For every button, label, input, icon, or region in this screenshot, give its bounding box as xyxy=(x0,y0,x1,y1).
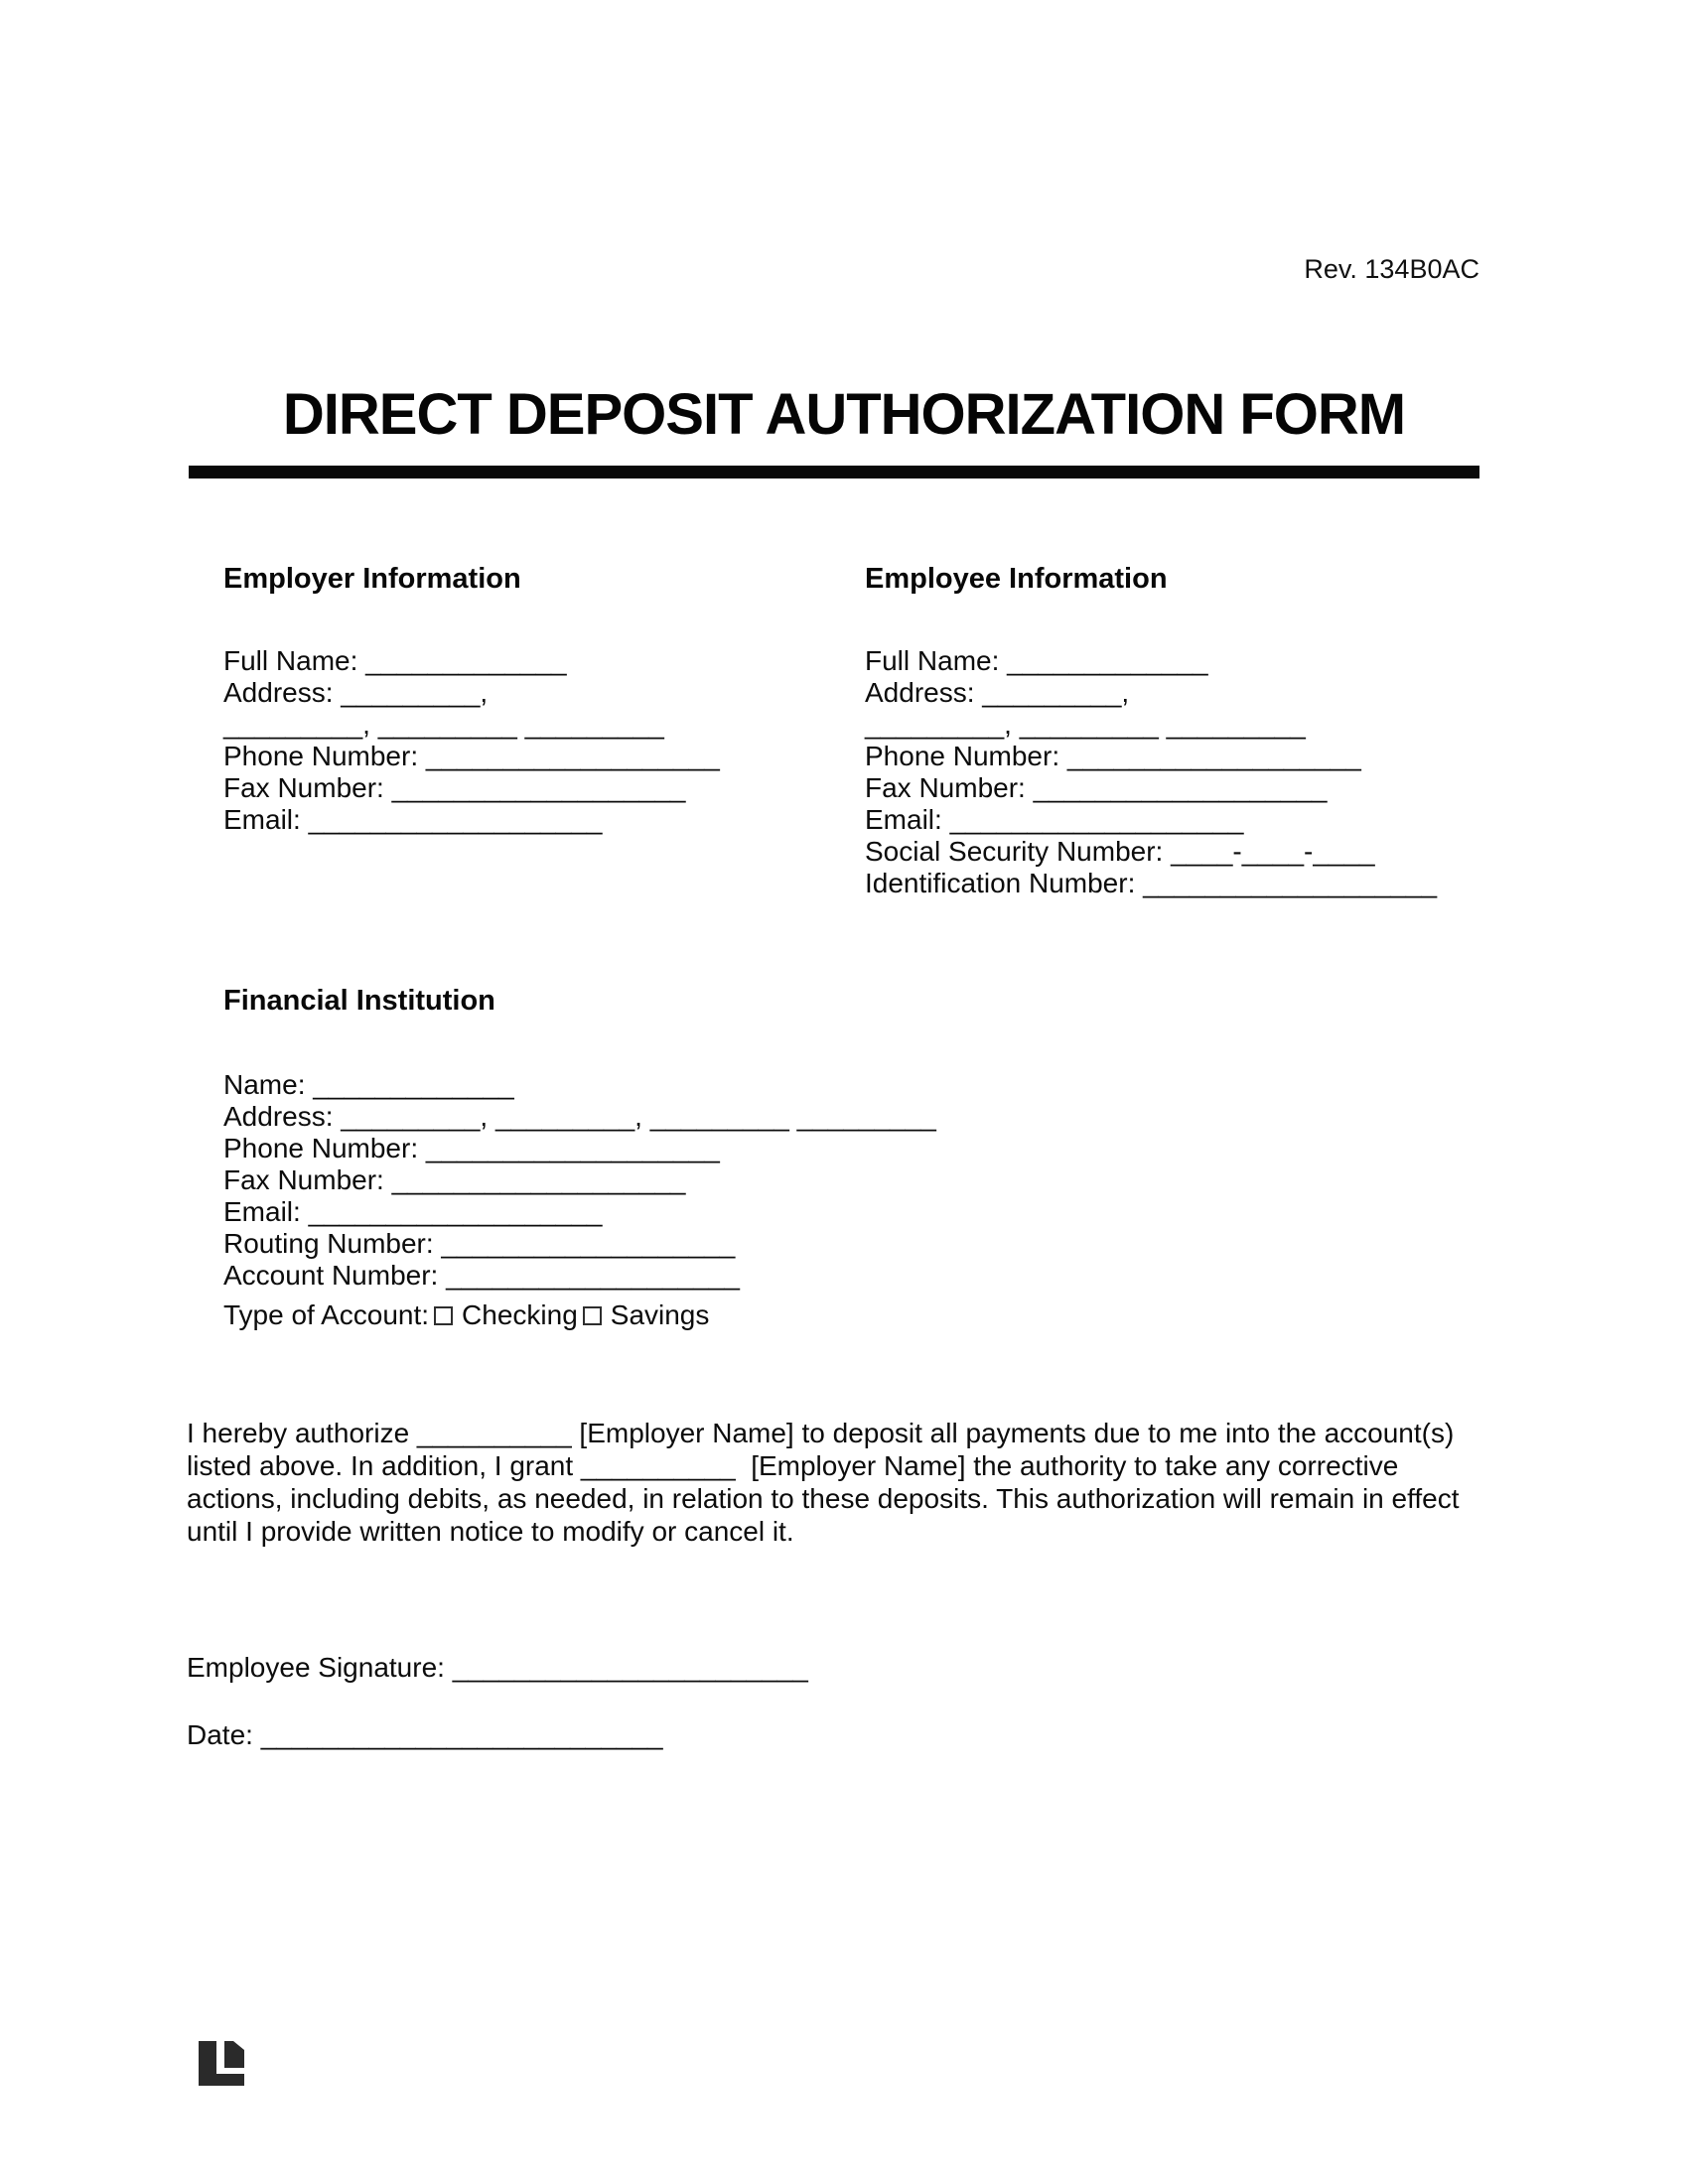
legal-templates-logo xyxy=(199,2041,244,2086)
authorization-line: until I provide written notice to modify or cancel it. xyxy=(187,1516,794,1547)
bank-name-field: Name: _____________ xyxy=(223,1069,514,1100)
legal-templates-logo-icon xyxy=(199,2041,244,2086)
employer-fields xyxy=(223,645,839,836)
authorization-paragraph xyxy=(187,1417,1460,1548)
employer-address-field: Address: _________, xyxy=(223,677,489,708)
checking-checkbox[interactable] xyxy=(434,1306,453,1325)
employee-fax-field: Fax Number: ___________________ xyxy=(865,772,1328,803)
authorization-line: actions, including debits, as needed, in relation to these deposits. This authorization will remain in effect xyxy=(187,1483,1460,1514)
employer-full-name-field: Full Name: _____________ xyxy=(223,645,567,676)
employer-address-continued-field: _________, _________ _________ xyxy=(223,709,664,740)
account-number-field: Account Number: ___________________ xyxy=(223,1260,740,1291)
checking-label: Checking xyxy=(462,1299,578,1330)
bank-fax-field: Fax Number: ___________________ xyxy=(223,1164,686,1195)
employee-fields xyxy=(865,645,1500,899)
savings-label: Savings xyxy=(610,1299,710,1330)
employee-id-number-field: Identification Number: ___________________ xyxy=(865,868,1438,898)
employer-email-field: Email: ___________________ xyxy=(223,804,603,835)
employee-full-name-field: Full Name: _____________ xyxy=(865,645,1208,676)
title-divider xyxy=(189,466,1479,478)
account-type-row xyxy=(223,1298,1316,1331)
bank-email-field: Email: ___________________ xyxy=(223,1196,603,1227)
employee-address-field: Address: _________, xyxy=(865,677,1130,708)
savings-checkbox[interactable] xyxy=(583,1306,602,1325)
authorization-line: I hereby authorize __________ [Employer Name] to deposit all payments due to me into the account(s) xyxy=(187,1418,1455,1448)
employee-phone-field: Phone Number: ___________________ xyxy=(865,741,1361,771)
routing-number-field: Routing Number: ___________________ xyxy=(223,1228,736,1259)
employer-fax-field: Fax Number: ___________________ xyxy=(223,772,686,803)
signature-date-field: Date: __________________________ xyxy=(187,1719,663,1750)
employee-section-heading: Employee Information xyxy=(865,563,1168,595)
employer-information-section xyxy=(223,562,839,836)
employee-email-field: Email: ___________________ xyxy=(865,804,1244,835)
employee-address-continued-field: _________, _________ _________ xyxy=(865,709,1306,740)
authorization-line: listed above. In addition, I grant __________ [Employer Name] the authority to take any corrective xyxy=(187,1450,1399,1481)
bank-phone-field: Phone Number: ___________________ xyxy=(223,1133,720,1163)
employee-ssn-field: Social Security Number: ____-____-____ xyxy=(865,836,1375,867)
financial-fields xyxy=(223,1069,1316,1331)
page-title: DIRECT DEPOSIT AUTHORIZATION FORM xyxy=(282,382,1406,447)
account-type-label: Type of Account: xyxy=(223,1299,430,1330)
financial-institution-section xyxy=(223,984,1316,1331)
employer-section-heading: Employer Information xyxy=(223,563,521,595)
employer-phone-field: Phone Number: ___________________ xyxy=(223,741,720,771)
employee-information-section xyxy=(865,562,1500,899)
financial-section-heading: Financial Institution xyxy=(223,985,495,1017)
bank-address-field: Address: _________, _________, _________ _________ xyxy=(223,1101,936,1132)
employee-signature-field: Employee Signature: _______________________ xyxy=(187,1652,808,1683)
revision-label: Rev. 134B0AC xyxy=(1304,254,1479,284)
